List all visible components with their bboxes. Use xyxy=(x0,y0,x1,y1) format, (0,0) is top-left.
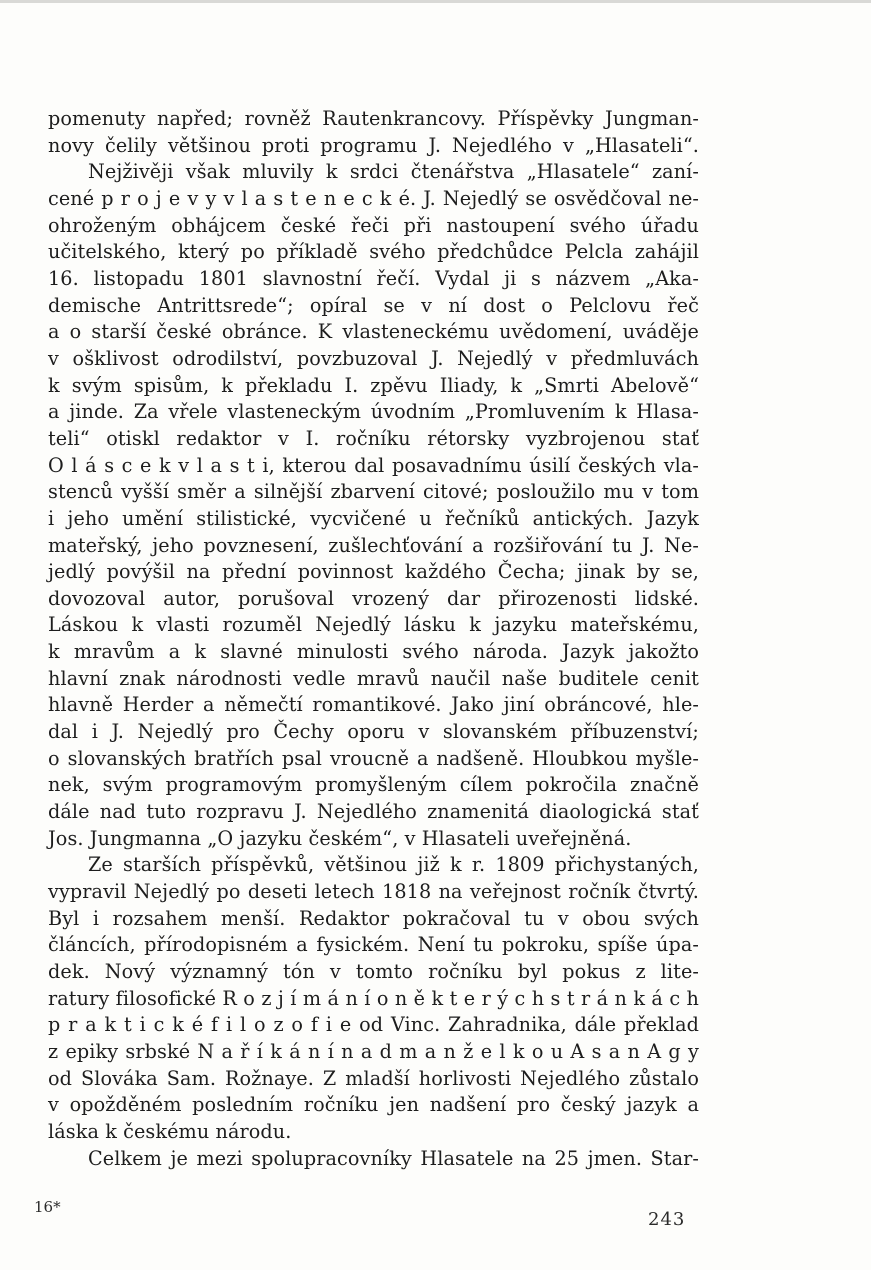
text-line: p r a k t i c k é f i l o z o f i e od Vinc. Zahradnika, dále překlad xyxy=(48,1013,699,1037)
text-line: v ošklivost odrodilství, povzbuzoval J. Nejedlý v předmluvách xyxy=(48,346,699,370)
text-line: článcích, přírodopisném a fysickém. Není tu pokroku, spíše úpa- xyxy=(48,933,699,957)
text-line: teli“ otiskl redaktor v I. ročníku rétorsky vyzbrojenou stať xyxy=(48,426,699,450)
text-line: ratury filosofické R o z j í m á n í o n ě k t e r ý c h s t r á n k á c h xyxy=(48,986,699,1010)
page-number: 243 xyxy=(648,1209,686,1230)
text-line: dek. Nový významný tón v tomto ročníku byl pokus z lite- xyxy=(48,960,699,983)
text-line: Jos. Jungmanna „O jazyku českém“, v Hlasateli uveřejněná. xyxy=(48,826,632,850)
text-line: v opožděném posledním ročníku jen nadšení pro český jazyk a xyxy=(48,1093,699,1117)
text-line: nek, svým programovým promyšleným cílem pokročila značně xyxy=(48,773,699,797)
text-line: o slovanských bratřích psal vroucně a nadšeně. Hloubkou myšle- xyxy=(48,746,699,770)
text-line: a o starší české obránce. K vlasteneckému uvědomení, uváděje xyxy=(48,320,699,344)
text-line: Celkem je mezi spolupracovníky Hlasatele na 25 jmen. Star- xyxy=(88,1146,699,1170)
text-line: z epiky srbské N a ř í k á n í n a d m a n ž e l k o u A s a n A g y xyxy=(48,1039,699,1063)
text-line: a jinde. Za vřele vlasteneckým úvodním „Promluvením k Hlasa- xyxy=(48,400,699,424)
text-line: vypravil Nejedlý po deseti letech 1818 na veřejnost ročník čtvrtý. xyxy=(48,880,699,904)
text-line: k svým spisům, k překladu I. zpěvu Iliady, k „Smrti Abelově“ xyxy=(48,373,699,397)
text-line: 16. listopadu 1801 slavnostní řečí. Vydal ji s názvem „Aka- xyxy=(48,266,699,290)
text-line: dal i J. Nejedlý pro Čechy oporu v slovanském příbuzenství; xyxy=(48,720,699,744)
text-line: hlavní znak národnosti vedle mravů naučil naše buditele cenit xyxy=(48,666,699,690)
text-line: O l á s c e k v l a s t i, kterou dal posavadnímu úsilí českých vla- xyxy=(48,453,699,477)
text-line: Ze starších příspěvků, většinou již k r. 1809 přichystaných, xyxy=(88,853,699,877)
text-line: cené p r o j e v y v l a s t e n e c k é. J. Nejedlý se osvědčoval ne- xyxy=(48,186,699,210)
text-line: učitelského, který po příkladě svého předchůdce Pelcla zahájil xyxy=(48,240,699,264)
text-line: k mravům a k slavné minulosti svého národa. Jazyk jakožto xyxy=(48,640,699,664)
page-top-edge xyxy=(0,0,871,3)
text-line: jedlý povýšil na přední povinnost každého Čecha; jinak by se, xyxy=(48,560,699,584)
text-line: i jeho umění stilistické, vycvičené u řečníků antických. Jazyk xyxy=(48,506,699,530)
text-line: novy čelily většinou proti programu J. Nejedlého v „Hlasateli“. xyxy=(48,133,699,157)
text-line: dále nad tuto rozpravu J. Nejedlého znamenitá diaologická stať xyxy=(48,800,699,824)
text-line: Láskou k vlasti rozuměl Nejedlý lásku k jazyku mateřskému, xyxy=(48,613,699,637)
text-line: pomenuty napřed; rovněž Rautenkrancovy. Příspěvky Jungman- xyxy=(48,107,699,130)
text-line: Byl i rozsahem menší. Redaktor pokračoval tu v obou svých xyxy=(48,906,699,930)
text-line: stenců vyšší směr a silnější zbarvení citové; posloužilo mu v tom xyxy=(48,480,699,504)
text-line: od Slováka Sam. Rožnaye. Z mladší horlivosti Nejedlého zůstalo xyxy=(48,1066,699,1090)
text-line: mateřský, jeho povznesení, zušlechťování a rozšiřování tu J. Ne- xyxy=(48,533,699,557)
text-line: hlavně Herder a němečtí romantikové. Jako jiní obráncové, hle- xyxy=(48,693,699,717)
body-text xyxy=(48,106,699,1172)
text-line: demische Antrittsrede“; opíral se v ní dost o Pelclovu řeč xyxy=(48,293,699,317)
text-line: dovozoval autor, porušoval vrozený dar přirozenosti lidské. xyxy=(48,586,699,610)
signature-mark: 16* xyxy=(34,1198,61,1216)
text-line: Nejživěji však mluvily k srdci čtenářstva „Hlasatele“ zaní- xyxy=(88,160,699,184)
text-line: ohroženým obhájcem české řeči při nastoupení svého úřadu xyxy=(48,213,699,237)
text-line: láska k českému národu. xyxy=(48,1119,292,1143)
